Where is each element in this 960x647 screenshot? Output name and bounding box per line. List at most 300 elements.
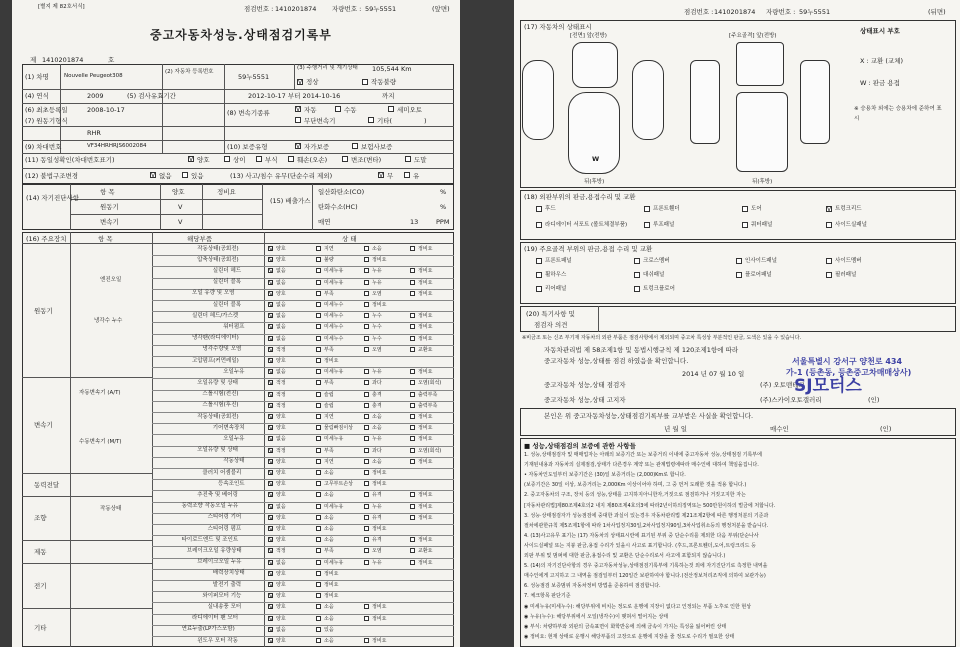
state-checkbox[interactable] bbox=[316, 492, 321, 497]
state-checkbox[interactable]: V bbox=[269, 548, 274, 556]
state-checkbox[interactable]: V bbox=[269, 526, 274, 533]
state-label: 양호 bbox=[276, 526, 286, 532]
state-checkbox[interactable] bbox=[410, 347, 415, 352]
frame-part-checkbox[interactable] bbox=[736, 258, 742, 264]
state-checkbox[interactable] bbox=[410, 425, 415, 430]
emission-co-unit: % bbox=[440, 188, 447, 196]
state-checkbox[interactable] bbox=[364, 380, 369, 385]
exterior-part-label: 쿼터패널 bbox=[751, 222, 773, 228]
state-label: 양호 bbox=[276, 615, 286, 622]
row-divider bbox=[152, 434, 454, 435]
transmission-other-checkbox[interactable] bbox=[368, 117, 374, 123]
row-divider bbox=[152, 580, 454, 581]
legend-weld: W : 판금 용접 bbox=[860, 79, 900, 87]
law-confirmation: 중고자동차 성능,상태를 점검 하였음을 확인합니다. bbox=[544, 357, 689, 365]
state-checkbox[interactable] bbox=[316, 548, 321, 553]
state-checkbox[interactable]: V bbox=[269, 335, 274, 343]
state-checkbox[interactable]: V bbox=[269, 593, 274, 601]
state-label: 누수 bbox=[372, 313, 382, 320]
state-checkbox[interactable] bbox=[316, 604, 321, 609]
part-name: 스티어링 기어 bbox=[207, 514, 242, 521]
transmission-cvt-checkbox[interactable] bbox=[295, 117, 301, 123]
accident-none-label: 무 bbox=[387, 172, 394, 180]
state-label: 미세누유 bbox=[324, 369, 344, 376]
state-checkbox[interactable] bbox=[364, 257, 369, 262]
exterior-part-label: 루프패널 bbox=[653, 222, 675, 228]
state-checkbox[interactable]: V bbox=[269, 246, 274, 253]
identity-damaged-checkbox[interactable] bbox=[288, 156, 294, 162]
frame-front-label: [주요골격] 앞(전방) bbox=[729, 33, 777, 39]
state-checkbox[interactable]: V bbox=[269, 458, 274, 466]
state-checkbox[interactable]: V bbox=[269, 414, 274, 421]
state-checkbox[interactable] bbox=[316, 593, 321, 598]
exterior-part-label: 트렁크리드 bbox=[835, 206, 862, 212]
state-checkbox[interactable]: V bbox=[269, 279, 274, 287]
state-label: 소음 bbox=[372, 458, 382, 465]
row-divider bbox=[152, 602, 454, 603]
remarks-section bbox=[520, 306, 956, 332]
state-label: 미세누수 bbox=[324, 324, 344, 331]
state-checkbox[interactable]: V bbox=[269, 391, 274, 399]
state-checkbox[interactable] bbox=[364, 324, 369, 329]
state-label: 정비요 bbox=[418, 492, 433, 499]
form-number: [별지 제 82호서식] bbox=[38, 4, 85, 10]
state-checkbox[interactable] bbox=[364, 604, 369, 609]
guide-line: ◉ 부식: 차량하부와 외판의 금속표면이 화학반응에 의해 금속이 가지는 특성을 잃어버린 상태 bbox=[524, 623, 727, 630]
frame-part-checkbox[interactable] bbox=[826, 272, 832, 278]
exterior-part-checkbox[interactable] bbox=[644, 206, 650, 212]
state-checkbox[interactable]: V bbox=[269, 425, 274, 433]
state-label: 양호 bbox=[276, 481, 286, 488]
state-label: 유격 bbox=[372, 492, 382, 499]
state-label: 부족 bbox=[324, 346, 334, 353]
frame-part-checkbox[interactable] bbox=[634, 258, 640, 264]
state-label: 미세누유 bbox=[324, 268, 344, 275]
part-name: 실내송풍 모터 bbox=[207, 603, 242, 610]
remarks-label-2: 점검자 의견 bbox=[534, 321, 568, 329]
state-checkbox[interactable] bbox=[410, 448, 415, 453]
state-label: 누유 bbox=[372, 503, 382, 510]
state-checkbox[interactable] bbox=[410, 291, 415, 296]
section-label: 조향 bbox=[34, 514, 47, 522]
state-label: 부족 bbox=[324, 548, 334, 555]
state-checkbox[interactable] bbox=[316, 392, 321, 397]
section-label: 기타 bbox=[34, 623, 47, 632]
part-name: 연료누출(LP가스포함) bbox=[181, 626, 235, 633]
state-label: 미세누수 bbox=[324, 302, 344, 308]
part-name: 실린더 헤드/가스켓 bbox=[192, 312, 239, 319]
state-checkbox[interactable] bbox=[364, 414, 369, 419]
state-checkbox[interactable] bbox=[316, 268, 321, 273]
row-divider bbox=[152, 479, 454, 480]
state-checkbox[interactable] bbox=[364, 515, 369, 520]
guide-line: [자동차관리법]제80조제4호의2 내지 제80조제4호의3에 따라2년이하의징역또는 500만원이하의 벌금에 처합니다. bbox=[524, 502, 776, 509]
state-checkbox[interactable] bbox=[316, 280, 321, 285]
state-label: 소음 bbox=[324, 604, 334, 611]
car-number-back: 59누5551 bbox=[799, 8, 831, 16]
state-checkbox[interactable] bbox=[316, 638, 321, 643]
state-checkbox[interactable] bbox=[364, 280, 369, 285]
engine-type-label: (7) 원동기형식 bbox=[25, 117, 68, 125]
emission-smoke-unit: PPM bbox=[436, 218, 450, 226]
part-name: 브레이크오일 누유 bbox=[197, 559, 242, 566]
transmission-manual-checkbox[interactable] bbox=[335, 106, 341, 112]
state-label: 지연 bbox=[324, 414, 334, 420]
part-name: 오일누유 bbox=[223, 435, 245, 442]
state-label: 누수 bbox=[372, 335, 382, 342]
state-label: 오염 bbox=[372, 290, 382, 297]
warranty-self-label: 자가보증 bbox=[304, 143, 330, 151]
exterior-part-checkbox[interactable] bbox=[536, 222, 542, 228]
state-checkbox[interactable] bbox=[364, 291, 369, 296]
illegal-modification-yes-checkbox[interactable] bbox=[182, 172, 188, 178]
exterior-part-label: 프론트휀더 bbox=[653, 206, 680, 212]
state-checkbox[interactable] bbox=[316, 582, 321, 587]
frame-part-label: 인사이드패널 bbox=[745, 258, 777, 264]
state-checkbox[interactable] bbox=[410, 336, 415, 341]
frame-right-diagram bbox=[800, 60, 830, 144]
state-checkbox[interactable] bbox=[316, 425, 321, 430]
state-checkbox[interactable] bbox=[316, 436, 321, 441]
warranty-self-checkbox[interactable]: V bbox=[296, 143, 301, 150]
state-checkbox[interactable] bbox=[316, 313, 321, 318]
state-label: 미세누수 bbox=[324, 313, 344, 320]
mileage-normal-checkbox[interactable]: V bbox=[298, 79, 303, 86]
state-checkbox[interactable] bbox=[364, 481, 369, 486]
state-checkbox[interactable] bbox=[364, 268, 369, 273]
identity-good-checkbox[interactable]: V bbox=[189, 156, 194, 163]
doc-number: 1410201874 bbox=[42, 56, 84, 64]
state-checkbox[interactable] bbox=[410, 280, 415, 285]
part-name: 추진축 및 베어링 bbox=[197, 491, 238, 498]
items-header: 항 목 bbox=[98, 235, 113, 243]
state-checkbox[interactable] bbox=[316, 302, 321, 307]
state-checkbox[interactable] bbox=[316, 537, 321, 542]
state-label: 양호 bbox=[276, 593, 286, 600]
doc-number-suffix: 호 bbox=[108, 56, 115, 64]
exterior-part-checkbox[interactable] bbox=[644, 222, 650, 228]
notifier-name: (주)스카이오토갤러리 bbox=[760, 396, 822, 404]
state-checkbox[interactable] bbox=[316, 515, 321, 520]
state-checkbox[interactable] bbox=[410, 492, 415, 497]
state-checkbox[interactable] bbox=[364, 448, 369, 453]
state-checkbox[interactable] bbox=[364, 526, 369, 531]
state-label: 양호 bbox=[276, 458, 286, 465]
identity-different-checkbox[interactable] bbox=[224, 156, 230, 162]
row-divider bbox=[152, 278, 454, 279]
state-checkbox[interactable] bbox=[316, 369, 321, 374]
state-label: 정비요 bbox=[418, 458, 433, 465]
frame-part-checkbox[interactable] bbox=[536, 286, 542, 292]
state-label: 없음 bbox=[276, 503, 286, 510]
state-checkbox[interactable] bbox=[316, 504, 321, 509]
frame-part-label: 대쉬패널 bbox=[643, 272, 665, 278]
state-label: 없음 bbox=[276, 268, 286, 275]
state-checkbox[interactable] bbox=[316, 481, 321, 486]
warranty-insurer-checkbox[interactable] bbox=[352, 143, 358, 149]
row-divider bbox=[152, 457, 454, 458]
identity-corrosion-checkbox[interactable] bbox=[256, 156, 262, 162]
state-checkbox[interactable] bbox=[364, 246, 369, 251]
state-checkbox[interactable] bbox=[410, 403, 415, 408]
state-checkbox[interactable] bbox=[410, 313, 415, 318]
state-checkbox[interactable] bbox=[364, 504, 369, 509]
state-checkbox[interactable]: V bbox=[269, 302, 274, 309]
state-label: 정비요 bbox=[418, 279, 433, 286]
state-checkbox[interactable] bbox=[410, 392, 415, 397]
state-checkbox[interactable]: V bbox=[269, 582, 274, 589]
state-checkbox[interactable] bbox=[410, 369, 415, 374]
frame-front-diagram bbox=[736, 42, 784, 86]
state-checkbox[interactable] bbox=[316, 414, 321, 419]
state-checkbox[interactable] bbox=[316, 347, 321, 352]
row-divider bbox=[152, 591, 454, 592]
illegal-modification-none-checkbox[interactable]: V bbox=[151, 172, 156, 179]
state-label: 양호 bbox=[276, 414, 286, 420]
state-checkbox[interactable] bbox=[364, 537, 369, 542]
mileage-value: 105,544 Km bbox=[372, 65, 412, 73]
state-checkbox[interactable]: V bbox=[269, 313, 274, 321]
model-year-label: (4) 연식 bbox=[25, 92, 49, 100]
guide-line: 2. 중고자동차의 구조, 장치 등의 성능,상태를 고지하지아니한자,거짓으로 점검하거나 거짓고지한 자는 bbox=[524, 492, 746, 499]
state-label: 양호 bbox=[276, 358, 286, 364]
exterior-part-checkbox[interactable] bbox=[742, 222, 748, 228]
state-checkbox[interactable] bbox=[316, 571, 321, 576]
state-checkbox[interactable] bbox=[316, 560, 321, 565]
part-name: 스티어링 펌프 bbox=[207, 525, 242, 532]
state-checkbox[interactable] bbox=[364, 313, 369, 318]
state-checkbox[interactable]: V bbox=[269, 626, 274, 634]
state-checkbox[interactable]: V bbox=[269, 358, 274, 365]
state-label: 교환요 bbox=[418, 346, 433, 353]
state-label: 없음 bbox=[276, 369, 286, 376]
exterior-part-checkbox[interactable] bbox=[826, 222, 832, 228]
state-checkbox[interactable] bbox=[410, 504, 415, 509]
state-checkbox[interactable] bbox=[364, 347, 369, 352]
state-checkbox[interactable] bbox=[364, 425, 369, 430]
state-checkbox[interactable] bbox=[364, 459, 369, 464]
frame-part-checkbox[interactable] bbox=[634, 286, 640, 292]
frame-part-label: 크로스멤버 bbox=[643, 258, 670, 264]
dealer-stamp-address-1: 서울특별시 강서구 양천로 434 bbox=[792, 357, 903, 366]
doc-number-label: 제 bbox=[30, 56, 37, 64]
state-checkbox[interactable] bbox=[410, 459, 415, 464]
first-registration-value: 2008-10-17 bbox=[87, 106, 125, 114]
identity-altered-label: 변조(변타) bbox=[351, 156, 382, 164]
exterior-part-checkbox[interactable] bbox=[536, 206, 542, 212]
subsection-label: 작동상태 bbox=[100, 506, 122, 512]
state-checkbox[interactable] bbox=[316, 358, 321, 363]
inspection-validity-suffix: 까지 bbox=[382, 92, 395, 100]
transmission-auto-checkbox[interactable]: V bbox=[296, 106, 301, 113]
part-name: 워터펌프 bbox=[223, 323, 245, 330]
state-label: 소음 bbox=[324, 638, 334, 644]
state-checkbox[interactable] bbox=[364, 302, 369, 307]
state-checkbox[interactable] bbox=[316, 627, 321, 632]
part-name: 라디에이터 팬 모터 bbox=[192, 615, 239, 622]
frame-part-checkbox[interactable] bbox=[536, 272, 542, 278]
state-checkbox[interactable] bbox=[316, 324, 321, 329]
state-checkbox[interactable] bbox=[410, 380, 415, 385]
state-checkbox[interactable]: V bbox=[269, 559, 274, 567]
emission-smoke-value: 13 bbox=[410, 218, 419, 226]
state-checkbox[interactable]: V bbox=[269, 290, 274, 298]
guide-line: 사이드실패널 또는 지붕 판금,용접 수리가 있을시 사고로 표기합니다. (후드,프론트휀더,도어,트렁크리드 등 bbox=[524, 542, 756, 549]
state-checkbox[interactable] bbox=[410, 436, 415, 441]
state-checkbox[interactable] bbox=[316, 380, 321, 385]
state-checkbox[interactable]: V bbox=[269, 537, 274, 545]
state-label: 충격 bbox=[372, 391, 382, 398]
legend-exchange: X : 교환 (교체) bbox=[860, 57, 904, 65]
state-checkbox[interactable] bbox=[316, 459, 321, 464]
state-checkbox[interactable] bbox=[364, 403, 369, 408]
guide-line: 절차에관한규칙 제5조제1항에 따라 1차사업정지30일,2차사업정지90일,3차사업취소등의 행정처분을 받습니다. bbox=[524, 522, 769, 529]
state-checkbox[interactable]: V bbox=[269, 447, 274, 455]
part-name: 동력조향 작동오일 누유 bbox=[181, 503, 239, 510]
parts-header: 해당부품 bbox=[187, 235, 213, 243]
accident-flood-label: (13) 사고/침수 유무(단순수리 제외) bbox=[230, 172, 333, 180]
state-checkbox[interactable]: V bbox=[269, 436, 274, 444]
frame-part-label: 리어패널 bbox=[545, 286, 567, 292]
row-divider bbox=[152, 468, 454, 469]
section-divider bbox=[22, 496, 152, 497]
state-checkbox[interactable] bbox=[364, 560, 369, 565]
frame-part-checkbox[interactable] bbox=[736, 272, 742, 278]
accident-yes-checkbox[interactable] bbox=[404, 172, 410, 178]
registration-number-label: (2) 자동차 등록번호 bbox=[165, 69, 214, 75]
exterior-part-checkbox[interactable] bbox=[742, 206, 748, 212]
state-checkbox[interactable] bbox=[364, 369, 369, 374]
state-label: 적정 bbox=[276, 346, 286, 353]
state-label: 없음 bbox=[276, 324, 286, 331]
frame-part-checkbox[interactable] bbox=[826, 258, 832, 264]
emission-hc-unit: % bbox=[440, 203, 447, 211]
state-label: 정비요 bbox=[418, 335, 433, 342]
state-checkbox[interactable]: V bbox=[269, 638, 274, 645]
accident-none-checkbox[interactable]: V bbox=[379, 172, 384, 179]
frame-part-checkbox[interactable] bbox=[536, 258, 542, 264]
state-checkbox[interactable]: V bbox=[269, 492, 274, 500]
inspector-label: 중고자동차 성능,상태 점검자 bbox=[544, 381, 626, 389]
identity-painted-checkbox[interactable] bbox=[405, 156, 411, 162]
accident-yes-label: 유 bbox=[413, 172, 420, 180]
state-label: 정비요 bbox=[418, 503, 433, 510]
mileage-faulty-checkbox[interactable] bbox=[362, 79, 368, 85]
state-checkbox[interactable] bbox=[410, 268, 415, 273]
guide-line: 매수인에게 고지하고 그 내역을 점검일부터 120일간 보관하여야 합니다.(전산정보처리조직에 의하여 보관가능) bbox=[524, 573, 766, 580]
state-label: 부족 bbox=[324, 447, 334, 454]
transmission-type-label: (8) 변속기종류 bbox=[227, 109, 270, 117]
section-divider bbox=[22, 377, 152, 378]
state-checkbox[interactable] bbox=[364, 492, 369, 497]
state-checkbox[interactable] bbox=[410, 515, 415, 520]
part-name: 발전기 출력 bbox=[212, 581, 242, 588]
row-divider bbox=[152, 266, 454, 267]
state-checkbox[interactable] bbox=[316, 616, 321, 621]
vin-label: (9) 차대번호 bbox=[25, 143, 62, 151]
state-checkbox[interactable] bbox=[364, 548, 369, 553]
state-checkbox[interactable]: V bbox=[269, 380, 274, 388]
identity-check-label: (11) 동일성확인(차대번호표기) bbox=[25, 156, 115, 164]
state-label: 양호 bbox=[276, 582, 286, 588]
transmission-semi-auto-checkbox[interactable] bbox=[388, 106, 394, 112]
identity-altered-checkbox[interactable] bbox=[342, 156, 348, 162]
row-divider bbox=[152, 412, 454, 413]
state-checkbox[interactable] bbox=[316, 246, 321, 251]
frame-rear-label: 뒤(후방) bbox=[752, 179, 773, 185]
state-checkbox[interactable] bbox=[364, 336, 369, 341]
mileage-faulty-label: 작동불량 bbox=[371, 78, 397, 86]
subsection-label: 엔진오일 bbox=[100, 277, 122, 283]
frame-part-checkbox[interactable] bbox=[634, 272, 640, 278]
state-checkbox[interactable]: V bbox=[269, 570, 274, 578]
state-label: 누유 bbox=[372, 279, 382, 286]
state-label: 유격 bbox=[372, 537, 382, 544]
state-checkbox[interactable]: V bbox=[269, 346, 274, 354]
state-checkbox[interactable] bbox=[364, 392, 369, 397]
state-checkbox[interactable]: V bbox=[269, 369, 274, 377]
state-checkbox[interactable] bbox=[410, 414, 415, 419]
state-label: 미세누유 bbox=[324, 279, 344, 286]
state-label: 출력부족 bbox=[418, 402, 438, 409]
state-checkbox[interactable]: V bbox=[269, 615, 274, 623]
state-label: 정비요 bbox=[372, 470, 387, 476]
state-checkbox[interactable] bbox=[410, 246, 415, 251]
state-checkbox[interactable]: V bbox=[269, 481, 274, 489]
state-label: 없음 bbox=[276, 313, 286, 320]
exterior-part-checkbox[interactable]: V bbox=[827, 206, 832, 213]
state-checkbox[interactable]: V bbox=[269, 470, 274, 477]
state-checkbox[interactable]: V bbox=[269, 514, 274, 522]
state-checkbox[interactable]: V bbox=[269, 324, 274, 332]
part-name: 브레이크오일 유량상태 bbox=[186, 547, 242, 554]
state-checkbox[interactable]: V bbox=[269, 257, 274, 265]
mileage-normal-label: 정상 bbox=[306, 78, 319, 86]
state-checkbox[interactable] bbox=[316, 257, 321, 262]
state-checkbox[interactable]: V bbox=[269, 503, 274, 511]
state-label: 슬립 bbox=[324, 391, 334, 398]
state-checkbox[interactable]: V bbox=[269, 402, 274, 410]
state-checkbox[interactable] bbox=[316, 336, 321, 341]
state-checkbox[interactable] bbox=[410, 324, 415, 329]
diag-header-repair: 정비요 bbox=[217, 188, 236, 196]
state-checkbox[interactable] bbox=[364, 436, 369, 441]
state-label: 양호 bbox=[276, 257, 286, 264]
state-checkbox[interactable] bbox=[410, 537, 415, 542]
exterior-front-label: [전면] 앞(전방) bbox=[570, 33, 607, 39]
state-checkbox[interactable] bbox=[316, 291, 321, 296]
state-checkbox[interactable] bbox=[316, 470, 321, 475]
self-diagnosis-table bbox=[22, 184, 454, 230]
guide-line: ◉ 정비요: 현재 상태로 운행시 해당부품의 고장으로 운행에 지장을 줄 정도로 수리가 필요한 상태 bbox=[524, 633, 735, 640]
state-checkbox[interactable] bbox=[364, 616, 369, 621]
state-checkbox[interactable] bbox=[410, 548, 415, 553]
state-checkbox[interactable]: V bbox=[269, 268, 274, 276]
row-divider bbox=[152, 345, 454, 346]
state-checkbox[interactable] bbox=[364, 638, 369, 643]
state-checkbox[interactable] bbox=[410, 560, 415, 565]
diag-transmission-mark: V bbox=[178, 218, 183, 226]
section-label: 변속기 bbox=[34, 421, 53, 429]
identity-good-label: 양호 bbox=[197, 156, 210, 164]
inspection-date: 2014 년 07 월 10 일 bbox=[682, 370, 745, 378]
part-name: 등속조인트 bbox=[218, 480, 245, 487]
state-checkbox[interactable] bbox=[316, 526, 321, 531]
state-checkbox[interactable] bbox=[316, 448, 321, 453]
state-checkbox[interactable] bbox=[316, 403, 321, 408]
state-checkbox[interactable] bbox=[364, 470, 369, 475]
state-checkbox[interactable]: V bbox=[269, 604, 274, 612]
